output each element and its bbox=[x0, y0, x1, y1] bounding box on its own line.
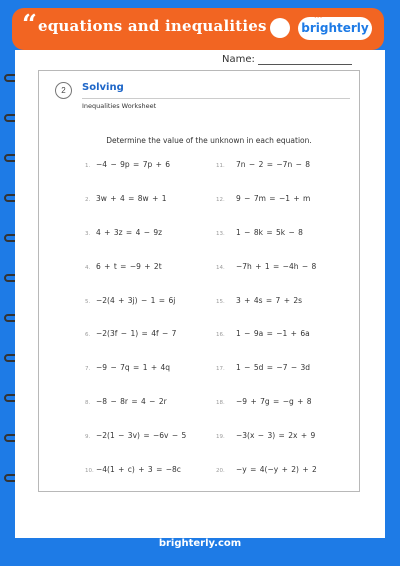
problem-number: 20. bbox=[216, 468, 225, 474]
problem-number: 10. bbox=[85, 468, 94, 474]
problem-number: 15. bbox=[216, 299, 225, 305]
problem-number: 14. bbox=[216, 265, 225, 271]
problem-equation: −3(x − 3) = 2x + 9 bbox=[236, 431, 316, 440]
problem-number: 2. bbox=[85, 197, 91, 203]
problem-equation: −2(3f − 1) = 4f − 7 bbox=[96, 329, 177, 338]
problem-number: 12. bbox=[216, 197, 225, 203]
problem-item bbox=[216, 425, 316, 440]
problem-item bbox=[216, 222, 303, 237]
section-title: Solving bbox=[82, 82, 124, 93]
problem-number: 7. bbox=[85, 366, 91, 372]
problem-equation: 7n − 2 = −7n − 8 bbox=[236, 160, 311, 169]
problem-number: 8. bbox=[85, 400, 91, 406]
problem-equation: −9 + 7g = −g + 8 bbox=[236, 397, 312, 406]
problem-number: 13. bbox=[216, 231, 225, 237]
problem-item bbox=[85, 323, 177, 338]
problem-number: 3. bbox=[85, 231, 91, 237]
problem-item bbox=[216, 323, 310, 338]
problem-equation: −8 − 8r = 4 − 2r bbox=[96, 397, 167, 406]
problem-equation: 1 − 9a = −1 + 6a bbox=[236, 329, 310, 338]
problem-item bbox=[85, 154, 171, 169]
problem-item bbox=[85, 222, 163, 237]
problem-equation: 4 + 3z = 4 − 9z bbox=[96, 228, 163, 237]
name-label: Name: bbox=[222, 54, 255, 65]
problem-item bbox=[85, 256, 162, 271]
problem-number: 18. bbox=[216, 400, 225, 406]
problem-equation: −4(1 + c) + 3 = −8c bbox=[96, 465, 181, 474]
quote-icon: “ bbox=[22, 10, 37, 40]
problem-number: 1. bbox=[85, 163, 91, 169]
problem-item bbox=[85, 425, 187, 440]
circle-icon bbox=[270, 18, 290, 38]
problem-equation: 9 − 7m = −1 + m bbox=[236, 194, 311, 203]
footer-site-link[interactable]: brighterly.com bbox=[158, 538, 242, 549]
problem-equation: −9 − 7q = 1 + 4q bbox=[96, 363, 171, 372]
worksheet-title: equations and inequalities bbox=[38, 17, 267, 35]
problem-item bbox=[85, 290, 176, 305]
problem-item bbox=[85, 391, 167, 406]
problem-item bbox=[216, 188, 311, 203]
problem-equation: −4 − 9p = 7p + 6 bbox=[96, 160, 171, 169]
instruction-text: Determine the value of the unknown in each equation. bbox=[106, 136, 312, 145]
problem-item bbox=[216, 154, 311, 169]
problem-equation: 1 − 5d = −7 − 3d bbox=[236, 363, 311, 372]
section-number: 2 bbox=[55, 82, 72, 99]
problem-equation: −2(1 − 3v) = −6v − 5 bbox=[96, 431, 187, 440]
section-subtitle: Inequalities Worksheet bbox=[82, 102, 157, 110]
section-divider bbox=[82, 98, 350, 99]
problem-item bbox=[216, 256, 317, 271]
problem-number: 11. bbox=[216, 163, 225, 169]
problem-number: 17. bbox=[216, 366, 225, 372]
problem-number: 9. bbox=[85, 434, 91, 440]
problem-equation: 3 + 4s = 7 + 2s bbox=[236, 296, 303, 305]
problem-number: 19. bbox=[216, 434, 225, 440]
problem-item bbox=[85, 357, 171, 372]
problem-number: 4. bbox=[85, 265, 91, 271]
problem-number: 16. bbox=[216, 332, 225, 338]
problem-number: 5. bbox=[85, 299, 91, 305]
name-field[interactable] bbox=[258, 64, 352, 65]
problem-item bbox=[216, 459, 317, 474]
problem-equation: −y = 4(−y + 2) + 2 bbox=[236, 465, 317, 474]
problem-equation: −2(4 + 3j) − 1 = 6j bbox=[96, 296, 176, 305]
problem-equation: −7h + 1 = −4h − 8 bbox=[236, 262, 317, 271]
problem-equation: 6 + t = −9 + 2t bbox=[96, 262, 162, 271]
problem-equation: 3w + 4 = 8w + 1 bbox=[96, 194, 167, 203]
problem-item bbox=[85, 459, 181, 474]
problem-item bbox=[216, 391, 312, 406]
problem-number: 6. bbox=[85, 332, 91, 338]
brand-accent-icon: ••• bbox=[314, 12, 323, 21]
problem-item bbox=[216, 357, 311, 372]
problem-equation: 1 − 8k = 5k − 8 bbox=[236, 228, 303, 237]
problem-item bbox=[216, 290, 303, 305]
problem-item bbox=[85, 188, 167, 203]
brand-logo: brighterly bbox=[298, 17, 372, 40]
